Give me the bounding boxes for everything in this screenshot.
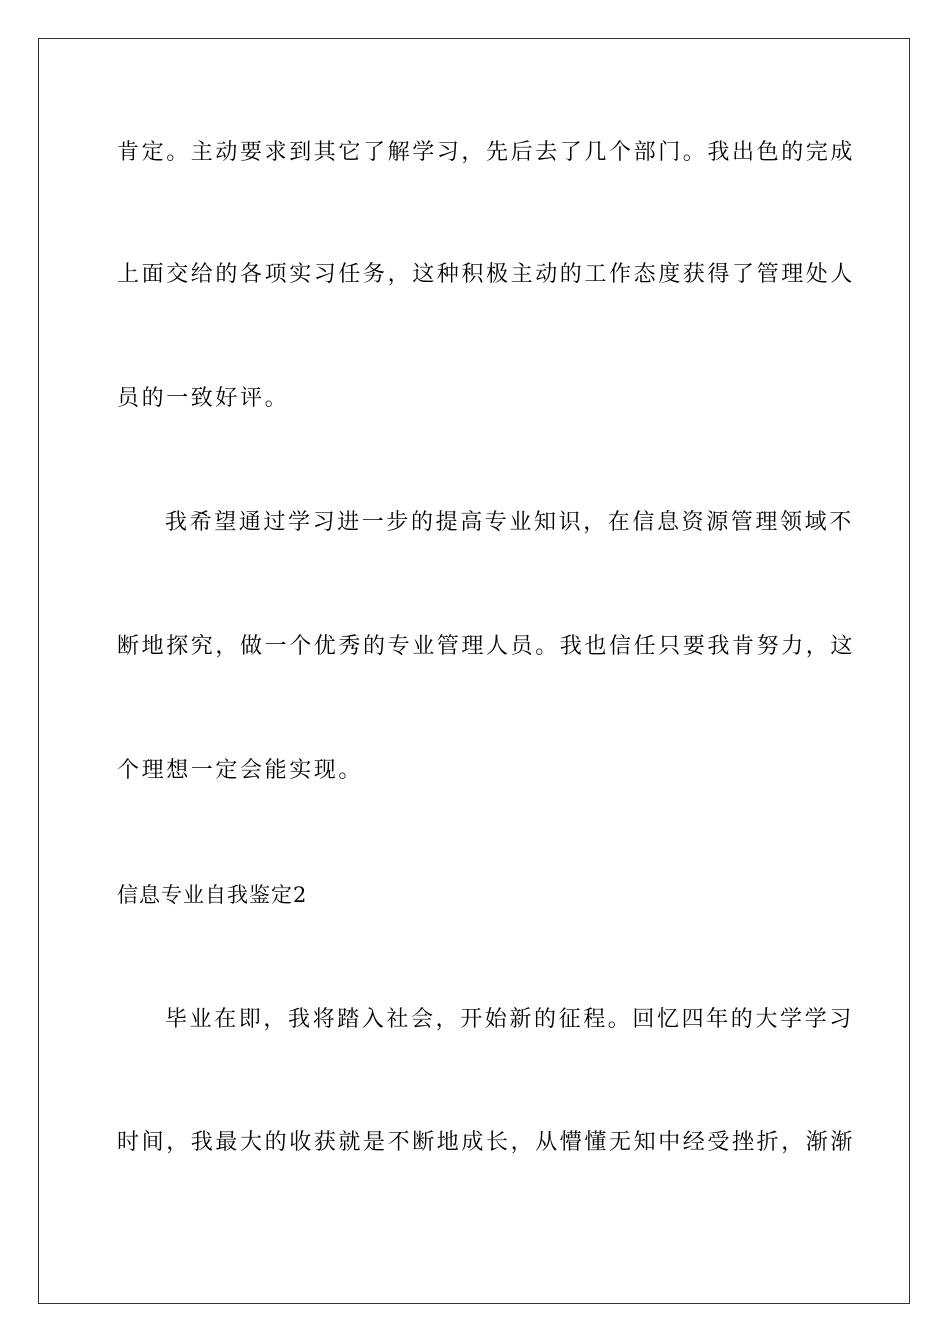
paragraph-line: 上面交给的各项实习任务，这种积极主动的工作态度获得了管理处人 <box>117 262 856 287</box>
paragraph-line: 员的一致好评。 <box>117 386 290 411</box>
paragraph-line: 断地探究，做一个优秀的专业管理人员。我也信任只要我肯努力，这 <box>117 634 856 659</box>
page-border <box>38 38 910 1304</box>
section-heading: 信息专业自我鉴定2 <box>117 883 308 907</box>
paragraph-line: 我希望通过学习进一步的提高专业知识，在信息资源管理领域不 <box>165 510 854 535</box>
paragraph-line: 个理想一定会能实现。 <box>117 758 364 783</box>
paragraph-line: 时间，我最大的收获就是不断地成长，从懵懂无知中经受挫折，渐渐 <box>117 1130 856 1155</box>
paragraph-line: 肯定。主动要求到其它了解学习，先后去了几个部门。我出色的完成 <box>117 140 856 165</box>
paragraph-line: 毕业在即，我将踏入社会，开始新的征程。回忆四年的大学学习 <box>165 1007 854 1032</box>
